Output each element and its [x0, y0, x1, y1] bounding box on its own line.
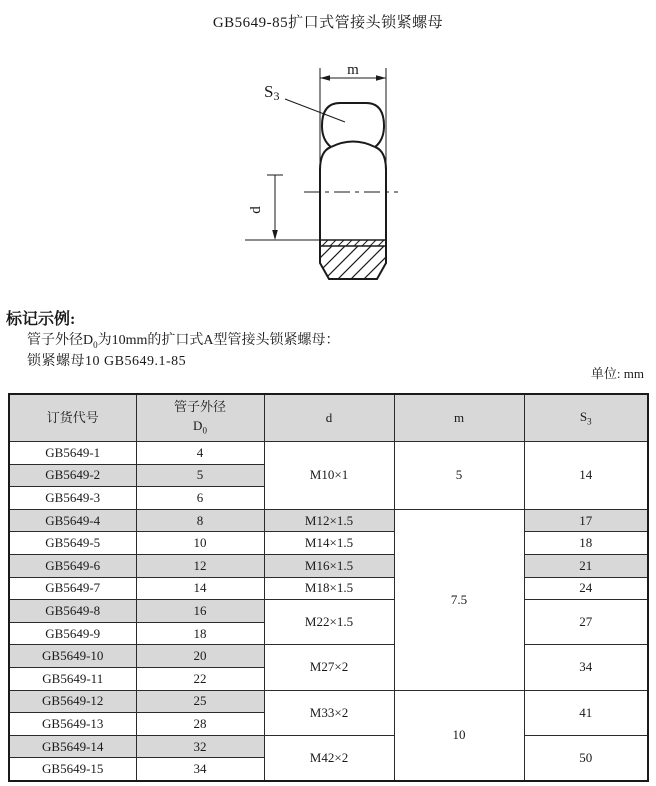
table-row	[9, 442, 648, 465]
table-cell: 16	[136, 600, 264, 623]
table-cell: GB5649-4	[9, 509, 136, 532]
table-cell: 5	[136, 464, 264, 487]
table-cell: M27×2	[264, 645, 394, 690]
d-dimension	[245, 175, 320, 240]
table-header-row	[9, 394, 648, 442]
table-cell: GB5649-6	[9, 554, 136, 577]
arrowhead-left	[320, 75, 330, 81]
table-cell: 21	[524, 554, 648, 577]
table-cell: GB5649-10	[9, 645, 136, 668]
table-cell: 22	[136, 667, 264, 690]
table-cell: GB5649-8	[9, 600, 136, 623]
table-cell: 12	[136, 554, 264, 577]
table-cell: M42×2	[264, 735, 394, 781]
table-cell: M10×1	[264, 442, 394, 510]
spec-table	[8, 393, 649, 782]
table-row	[9, 645, 648, 668]
table-cell: GB5649-9	[9, 622, 136, 645]
table-row	[9, 509, 648, 532]
d-dim-label: d	[248, 206, 264, 214]
table-cell: 34	[524, 645, 648, 690]
table-cell: 14	[524, 442, 648, 510]
table-row	[9, 600, 648, 623]
table-cell: 17	[524, 509, 648, 532]
s3-label: S3	[264, 82, 280, 103]
table-cell: 14	[136, 577, 264, 600]
table-cell: 4	[136, 442, 264, 465]
col-header-order-code: 订货代号	[9, 394, 136, 442]
table-cell: 32	[136, 735, 264, 758]
table-cell: 10	[394, 690, 524, 781]
table-cell: M16×1.5	[264, 554, 394, 577]
table-row	[9, 554, 648, 577]
table-body	[9, 442, 648, 782]
arrowhead-down	[272, 230, 278, 240]
marking-example-heading: 标记示例:	[6, 311, 76, 328]
table-row	[9, 735, 648, 758]
table-cell: GB5649-1	[9, 442, 136, 465]
unit-label: 单位: mm	[590, 366, 644, 381]
table-cell: 8	[136, 509, 264, 532]
table-cell: 28	[136, 713, 264, 736]
table-cell: GB5649-14	[9, 735, 136, 758]
table-cell: 6	[136, 487, 264, 510]
table-cell: 5	[394, 442, 524, 510]
table-cell: 10	[136, 532, 264, 555]
table-row	[9, 690, 648, 713]
table-cell: 7.5	[394, 509, 524, 690]
table-cell: M12×1.5	[264, 509, 394, 532]
table-cell: 27	[524, 600, 648, 645]
s3-callout	[264, 82, 345, 122]
col-header-pipe-od: 管子外径 $D_0$	[136, 394, 264, 442]
m-dim-label: m	[347, 62, 359, 78]
table-cell: GB5649-11	[9, 667, 136, 690]
table-cell: GB5649-15	[9, 758, 136, 781]
table-cell: M22×1.5	[264, 600, 394, 645]
table-cell: GB5649-7	[9, 577, 136, 600]
table-cell: M33×2	[264, 690, 394, 735]
table-row	[9, 532, 648, 555]
col-header-m: m	[394, 394, 524, 442]
table-cell: 18	[136, 622, 264, 645]
table-cell: M14×1.5	[264, 532, 394, 555]
table-cell: GB5649-12	[9, 690, 136, 713]
table-cell: GB5649-2	[9, 464, 136, 487]
marking-example-line2: 锁紧螺母10 GB5649.1-85	[27, 354, 187, 369]
nut-outline	[320, 103, 386, 279]
hatch-section	[275, 230, 426, 290]
nut-technical-drawing	[230, 50, 460, 295]
table-cell: 24	[524, 577, 648, 600]
table-cell: 41	[524, 690, 648, 735]
table-cell: 34	[136, 758, 264, 781]
col-header-d: d	[264, 394, 394, 442]
table-cell: 50	[524, 735, 648, 781]
table-row	[9, 577, 648, 600]
hatch-band	[318, 236, 388, 250]
marking-example-line1: 管子外径$D_0$为10mm的扩口式A型管接头锁紧螺母：	[27, 333, 340, 350]
table-cell: 20	[136, 645, 264, 668]
table-cell: M18×1.5	[264, 577, 394, 600]
arrowhead-right	[376, 75, 386, 81]
table-cell: GB5649-5	[9, 532, 136, 555]
table-cell: 25	[136, 690, 264, 713]
table-cell: 18	[524, 532, 648, 555]
col-header-s3: $S_3$	[524, 394, 648, 442]
page-title: GB5649-85扩口式管接头锁紧螺母	[212, 15, 444, 31]
table-cell: GB5649-13	[9, 713, 136, 736]
table-cell: GB5649-3	[9, 487, 136, 510]
